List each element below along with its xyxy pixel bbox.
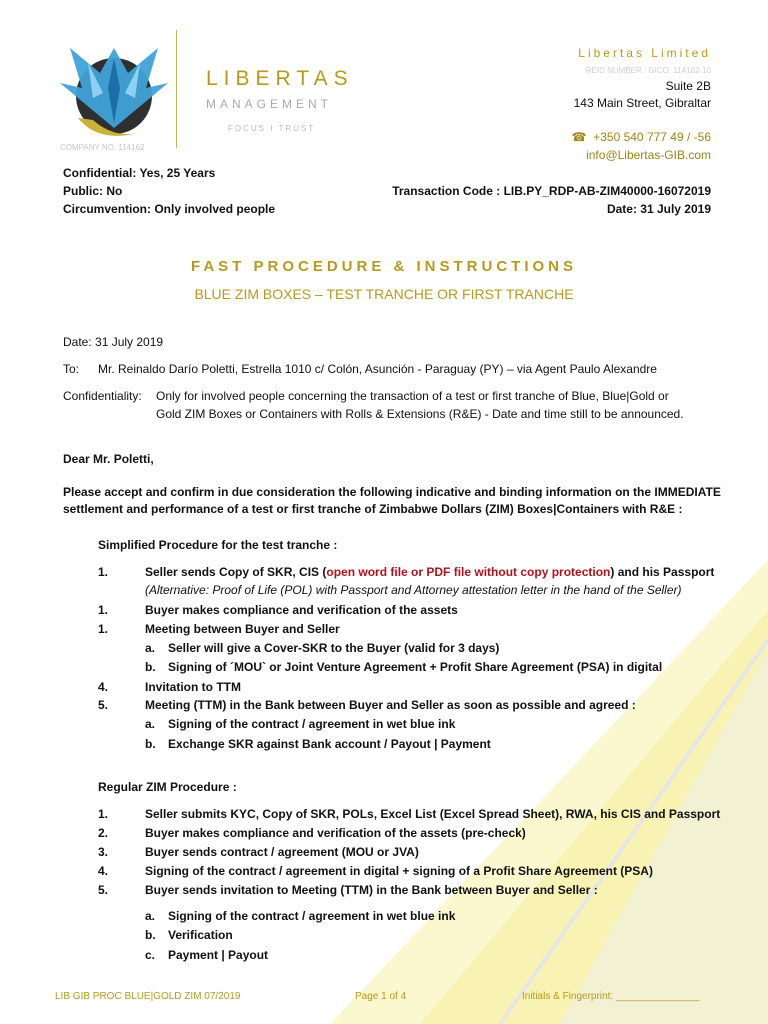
list-number: 3. <box>98 845 109 859</box>
sub-item: a. Signing of the contract / agreement in wet blue ink <box>145 717 456 731</box>
address-line-1: Suite 2B <box>665 79 711 93</box>
list-number: 1. <box>98 807 109 821</box>
list-item: Invitation to TTM <box>145 680 241 694</box>
company-number: COMPANY NO. 114162 <box>60 143 145 152</box>
phone-number: +350 540 777 49 / -56 <box>593 130 711 144</box>
footer-left: LIB GIB PROC BLUE|GOLD ZIM 07/2019 <box>55 991 241 1002</box>
logo-tagline: FOCUS I TRUST <box>228 124 316 133</box>
meta-date: Date: 31 July 2019 <box>606 202 711 216</box>
simplified-heading: Simplified Procedure for the test tranche : <box>98 538 338 552</box>
list-item: Buyer makes compliance and verification of the assets <box>145 603 458 617</box>
list-item: Meeting (TTM) in the Bank between Buyer and Seller as soon as possible and agreed : <box>145 698 636 712</box>
phone-icon: ☎ <box>571 130 594 144</box>
logo-divider <box>176 30 177 148</box>
list-number: 4. <box>98 680 109 694</box>
list-number: 2. <box>98 826 109 840</box>
logo-subtitle: MANAGEMENT <box>206 97 333 111</box>
confidentiality-line-2: Gold ZIM Boxes or Containers with Rolls & Extensions (R&E) - Date and time still to be announced. <box>156 407 684 421</box>
list-item: Seller submits KYC, Copy of SKR, POLs, Excel List (Excel Spread Sheet), RWA, his CIS and Passport <box>145 807 721 821</box>
meta-public: Public: No <box>63 184 123 198</box>
list-number: 5. <box>98 698 109 712</box>
body-date: Date: 31 July 2019 <box>63 335 164 349</box>
meta-circumvention: Circumvention: Only involved people <box>63 202 276 216</box>
company-name: Libertas Limited <box>578 46 711 60</box>
sub-item: b. Exchange SKR against Bank account / Payout | Payment <box>145 737 491 751</box>
list-number: 1. <box>98 565 109 579</box>
sub-item: a. Signing of the contract / agreement in wet blue ink <box>145 909 456 923</box>
sub-item: b. Verification <box>145 928 233 942</box>
phoenix-logo-icon <box>58 28 170 144</box>
logo-wordmark: LIBERTAS <box>206 67 354 90</box>
list-number: 1. <box>98 622 109 636</box>
confidentiality-label: Confidentiality: <box>63 389 142 403</box>
meta-transaction-code: Transaction Code : LIB.PY_RDP-AB-ZIM40000-16072019 <box>392 184 711 198</box>
list-item: Buyer makes compliance and verification of the assets (pre-check) <box>145 826 526 840</box>
highlight-text: open word file or PDF file without copy protection <box>326 565 611 579</box>
salutation: Dear Mr. Poletti, <box>63 452 154 466</box>
sub-item: b. Signing of ´MOU` or Joint Venture Agreement + Profit Share Agreement (PSA) in digital <box>145 660 663 674</box>
intro-line-1: Please accept and confirm in due consideration the following indicative and binding information on the IMMEDIATE <box>63 485 721 499</box>
list-item: Buyer sends invitation to Meeting (TTM) in the Bank between Buyer and Seller : <box>145 883 598 897</box>
footer-initials: Initials & Fingerprint: _______________ <box>522 991 700 1002</box>
list-number: 4. <box>98 864 109 878</box>
list-item: Meeting between Buyer and Seller <box>145 622 340 636</box>
address-line-2: 143 Main Street, Gibraltar <box>573 96 711 110</box>
list-item: Buyer sends contract / agreement (MOU or JVA) <box>145 845 419 859</box>
list-item-note: (Alternative: Proof of Life (POL) with Passport and Attorney attestation letter in the hand of the Seller) <box>145 583 682 597</box>
page-subtitle: BLUE ZIM BOXES – TEST TRANCHE OR FIRST TRANCHE <box>194 286 574 302</box>
list-item: Signing of the contract / agreement in digital + signing of a Profit Share Agreement (PSA) <box>145 864 653 878</box>
reid-number: REID NUMBER : GICO. 114162-10 <box>585 66 711 75</box>
email-link[interactable]: info@Libertas-GIB.com <box>586 148 711 162</box>
footer-page-number: Page 1 of 4 <box>355 991 407 1002</box>
to-label: To: <box>63 362 80 376</box>
list-number: 1. <box>98 603 109 617</box>
list-number: 5. <box>98 883 109 897</box>
page-title: FAST PROCEDURE & INSTRUCTIONS <box>190 258 577 275</box>
confidentiality-line-1: Only for involved people concerning the transaction of a test or first tranche of Blue, Blue|Gold or <box>156 389 669 403</box>
meta-confidential: Confidential: Yes, 25 Years <box>63 166 216 180</box>
regular-heading: Regular ZIM Procedure : <box>98 780 237 794</box>
sub-item: a. Seller will give a Cover-SKR to the Buyer (valid for 3 days) <box>145 641 500 655</box>
sub-item: c. Payment | Payout <box>145 948 269 962</box>
to-text: Mr. Reinaldo Darío Poletti, Estrella 1010 c/ Colón, Asunción - Paraguay (PY) – via Agent Paulo Alexandre <box>98 362 657 376</box>
list-item: Seller sends Copy of SKR, CIS (open word file or PDF file without copy protection) and his Passport <box>145 565 715 579</box>
intro-line-2: settlement and performance of a test or first tranche of Zimbabwe Dollars (ZIM) Boxes|Containers with R&E : <box>63 502 683 516</box>
phone-line <box>572 130 711 144</box>
